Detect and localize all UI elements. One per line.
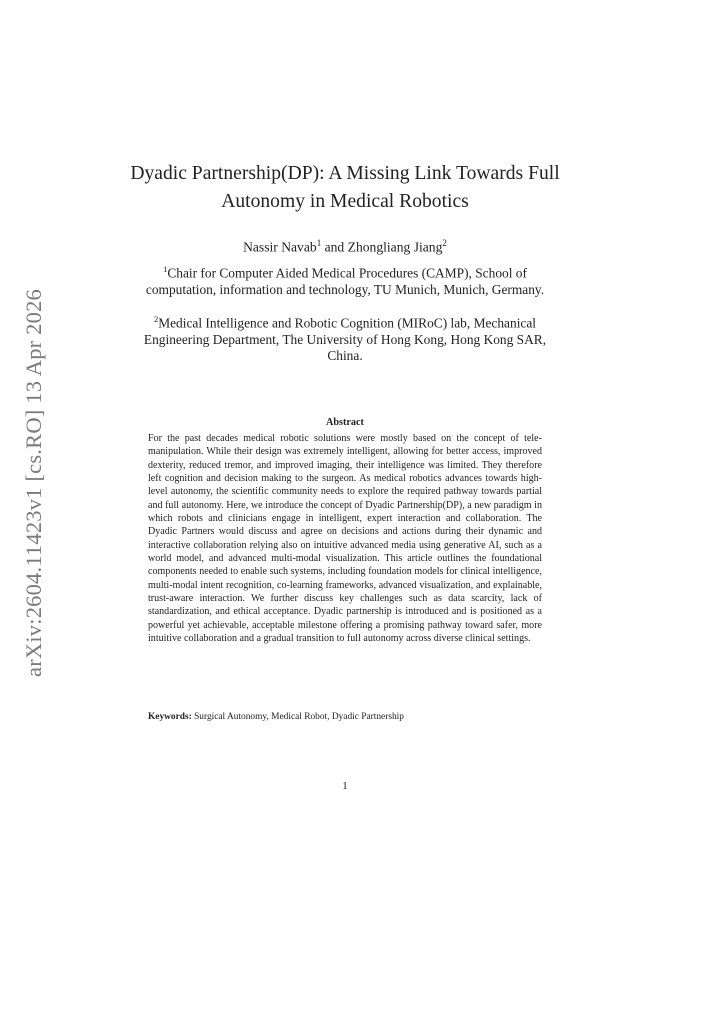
author-affiliation-mark: 2	[442, 238, 447, 248]
keywords	[148, 711, 542, 724]
affiliation-2	[130, 311, 560, 365]
keywords-label: Keywords:	[148, 712, 192, 722]
affiliation-text: Chair for Computer Aided Medical Procedures (CAMP), School of computation, information and technology, TU Munich, Munich, Germany.	[145, 265, 545, 297]
paper-title: Dyadic Partnership(DP): A Missing Link Towards Full Autonomy in Medical Robotics	[130, 163, 560, 212]
affiliation-1	[130, 261, 560, 298]
affiliation-text: Medical Intelligence and Robotic Cognition (MIRoC) lab, Mechanical Engineering Department, The University of Hong Kong, Hong Kong SAR, China.	[143, 315, 547, 364]
arxiv-identifier-text: arXiv:2604.11423v1 [cs.RO] 13 Apr 2026	[21, 289, 47, 677]
affiliation-mark: 1	[163, 264, 168, 274]
affiliation-mark: 2	[153, 314, 159, 324]
author-affiliation-mark: 1	[316, 238, 322, 248]
keywords-text: Surgical Autonomy, Medical Robot, Dyadic Partnership	[194, 712, 404, 722]
page-number: 1	[342, 780, 348, 792]
author-name: Nassir Navab	[243, 239, 317, 255]
author-joiner: and	[321, 239, 348, 255]
arxiv-identifier	[12, 289, 56, 677]
abstract-body: For the past decades medical robotic solutions were mostly based on the concept of tele-manipulation. While their design was extremely intelligent, allowing for better access, improved dexterity, reduced tremor, and improved imaging, their intelligence was limited. They therefore left cognition and decision making to the surgeon. As medical robotics advances towards high-level autonomy, the scientific community needs to explore the required pathway towards partial and full autonomy. Here, we introduce the concept of Dyadic Partnership(DP), a new paradigm in which robots and clinicians engage in intelligent, expert interaction and collaboration. The Dyadic Partners would discuss and agree on decisions and actions during their dynamic and interactive collaboration relying also on intuitive advanced media using generative AI, such as a world model, and advanced multi-modal visualization. This article outlines the foundational components needed to enable such systems, including foundation models for clinical intelligence, multi-modal intent recognition, co-learning frameworks, advanced visualization, and explainable, trust-aware interaction. We further discuss key challenges such as data scarcity, lack of standardization, and ethical acceptance. Dyadic partnership is introduced and is positioned as a powerful yet achievable, acceptable milestone offering a promising pathway toward safer, more intuitive collaboration and a gradual transition to full autonomy across diverse clinical settings.	[148, 433, 542, 645]
author-list	[100, 234, 590, 257]
author-name: Zhongliang Jiang	[347, 239, 443, 255]
abstract-heading: Abstract	[326, 417, 364, 428]
